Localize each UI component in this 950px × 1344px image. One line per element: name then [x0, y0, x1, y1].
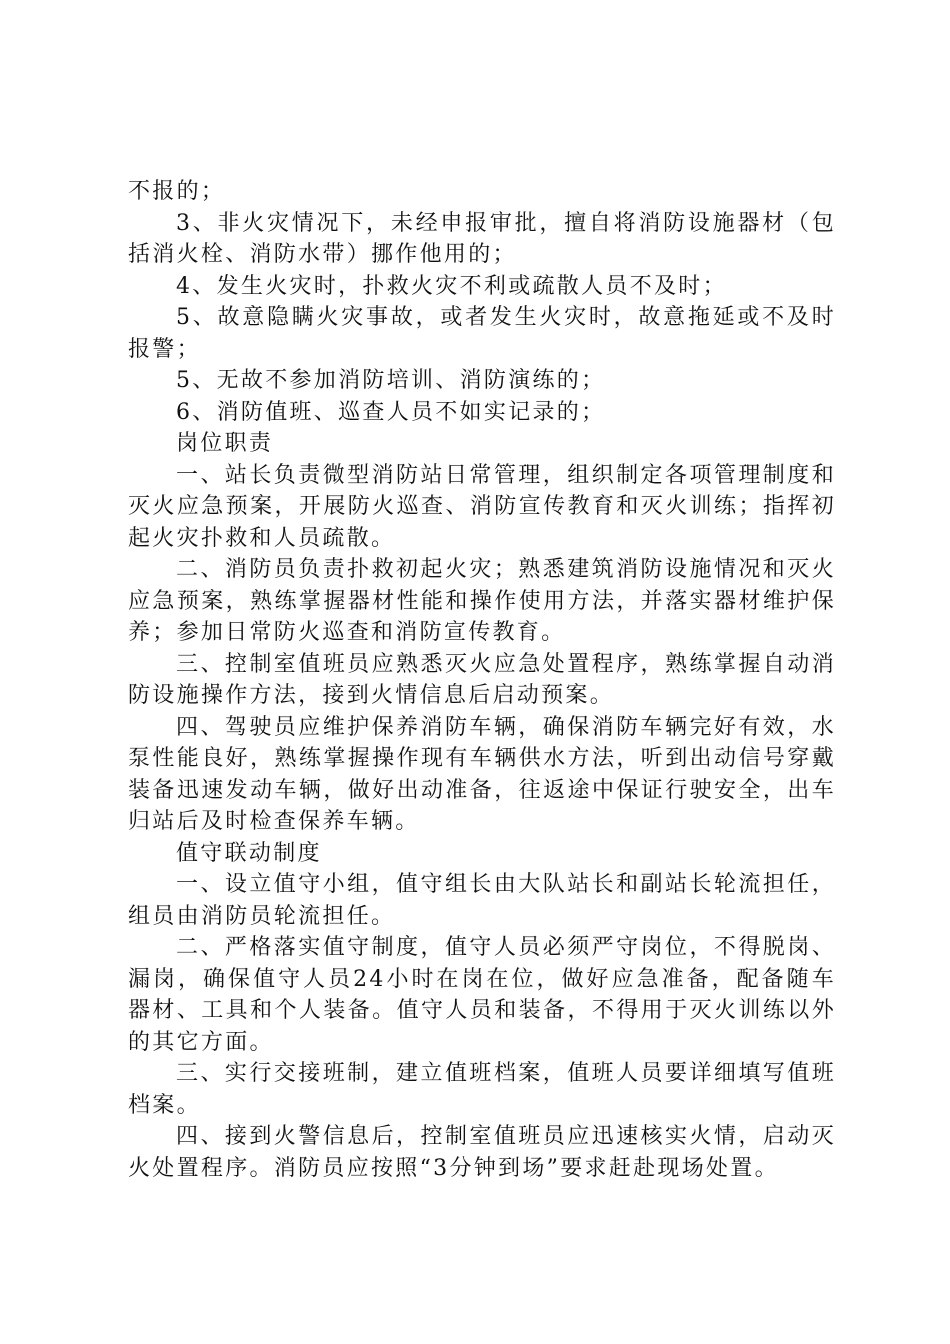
paragraph-system-4: 四、接到火警信息后，控制室值班员应迅速核实火情，启动灭火处置程序。消防员应按照“3分钟到场”要求赶赴现场处置。: [128, 1124, 836, 1181]
document-body: [128, 176, 836, 1184]
paragraph-duty-4: 四、驾驶员应维护保养消防车辆，确保消防车辆完好有效，水泵性能良好，熟练掌握操作现有车辆供水方法，听到出动信号穿戴装备迅速发动车辆，做好出动准备，往返途中保证行驶安全，出车归站后及时检查保养车辆。: [128, 714, 836, 834]
paragraph-system-2: 二、严格落实值守制度，值守人员必须严守岗位，不得脱岗、漏岗，确保值守人员24小时在岗在位，做好应急准备，配备随车器材、工具和个人装备。值守人员和装备，不得用于灭火训练以外的其它方面。: [128, 935, 836, 1055]
paragraph-item-6: 6、消防值班、巡查人员不如实记录的；: [176, 399, 606, 425]
paragraph-item-5b: 5、无故不参加消防培训、消防演练的；: [176, 368, 606, 393]
paragraph-duty-1: 一、站长负责微型消防站日常管理，组织制定各项管理制度和灭火应急预案，开展防火巡查、消防宣传教育和灭火训练；指挥初起火灾扑救和人员疏散。: [128, 462, 836, 551]
paragraph-system-3: 三、实行交接班制，建立值班档案，值班人员要详细填写值班档案。: [128, 1061, 836, 1118]
paragraph-duty-3: 三、控制室值班员应熟悉灭火应急处置程序，熟练掌握自动消防设施操作方法，接到火情信息后启动预案。: [128, 651, 836, 708]
paragraph-duty-2: 二、消防员负责扑救初起火灾；熟悉建筑消防设施情况和灭火应急预案，熟练掌握器材性能和操作使用方法，并落实器材维护保养；参加日常防火巡查和消防宣传教育。: [128, 557, 836, 645]
paragraph-continuation: 不报的；: [128, 179, 226, 204]
paragraph-item-4: 4、发生火灾时，扑救火灾不利或疏散人员不及时；: [176, 273, 727, 299]
section-heading-duties: 岗位职责: [176, 431, 274, 456]
paragraph-item-3: 3、非火灾情况下，未经申报审批，擅自将消防设施器材（包括消火栓、消防水带）挪作他用的；: [128, 210, 836, 267]
paragraph-item-5a: 5、故意隐瞒火灾事故，或者发生火灾时，故意拖延或不及时报警；: [128, 305, 836, 362]
section-heading-duty-system: 值守联动制度: [176, 840, 322, 866]
paragraph-system-1: 一、设立值守小组，值守组长由大队站长和副站长轮流担任，组员由消防员轮流担任。: [128, 872, 836, 929]
